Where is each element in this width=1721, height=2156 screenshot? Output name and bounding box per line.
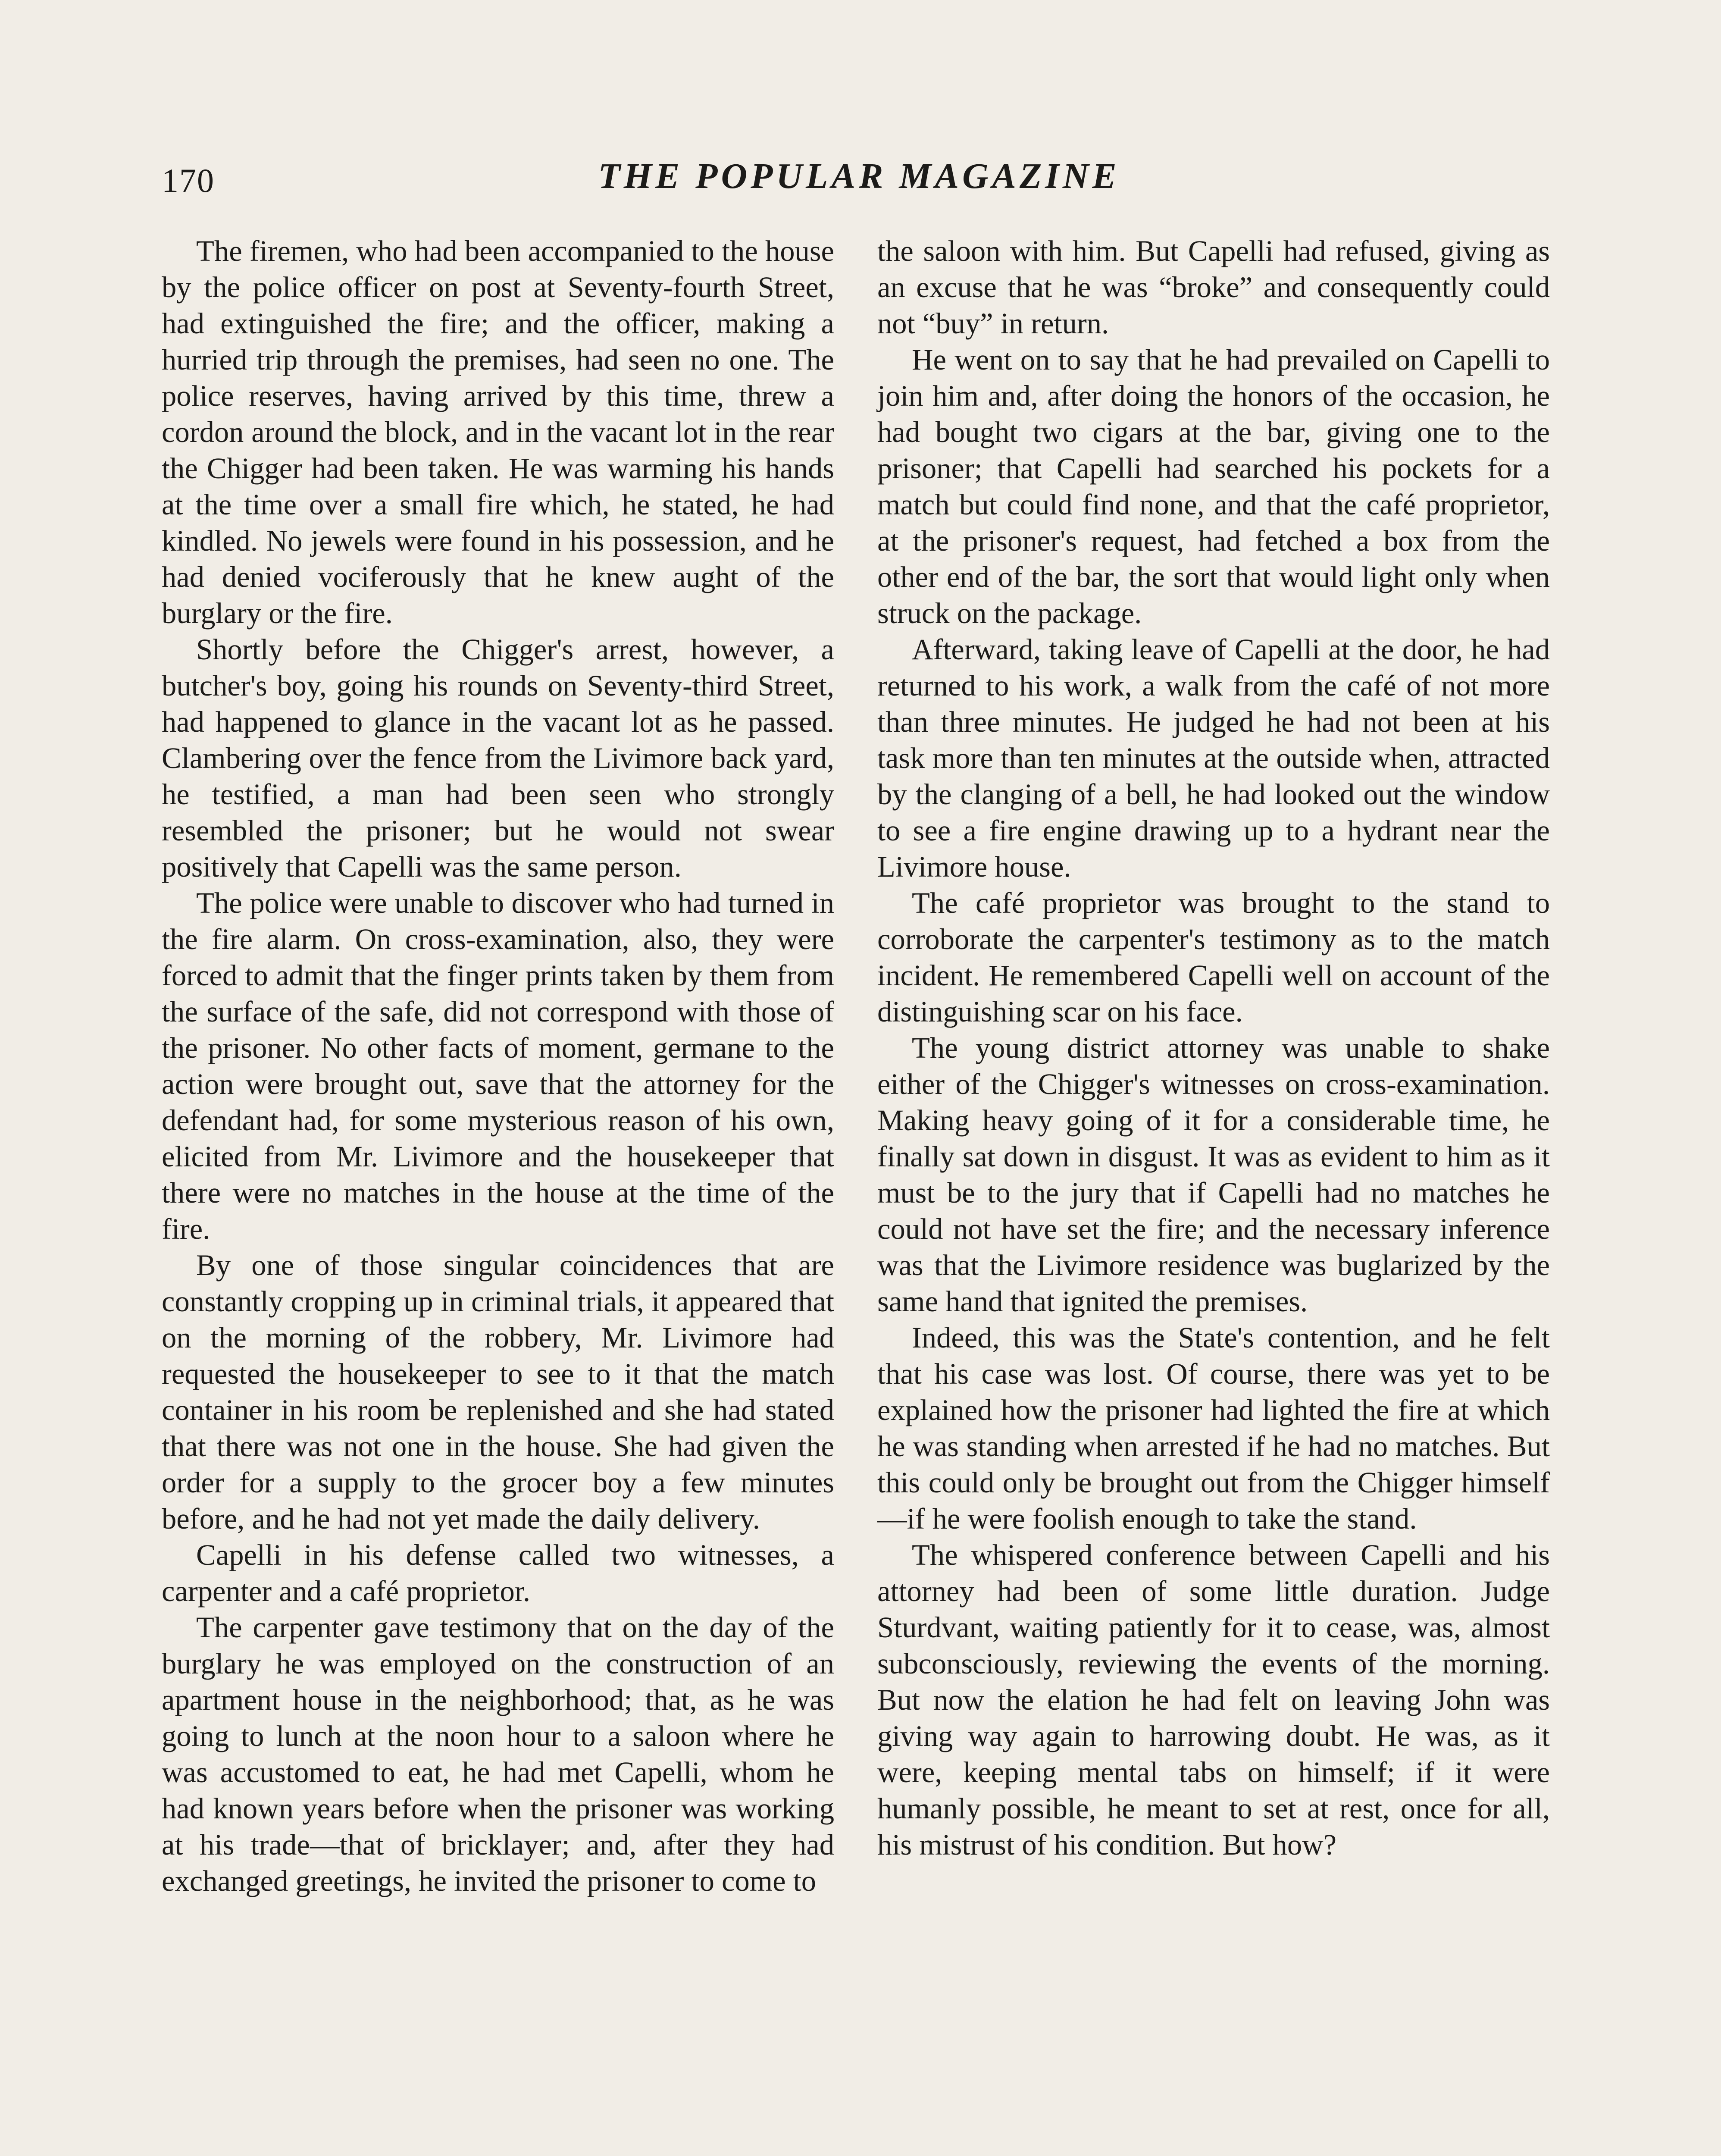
paragraph: Capelli in his defense called two witnesses, a carpenter and a café proprietor. xyxy=(162,1539,834,1608)
paragraph: Indeed, this was the State's contention, and he felt that his case was lost. Of course, there was yet to be explained how the prisoner had lighted the fire at which he was standing when arrested if he had no matches. But this could only be brought out from the Chigger himself—if he were foolish enough to take the stand. xyxy=(877,1321,1550,1535)
paragraph: By one of those singular coincidences that are constantly cropping up in criminal trials, it appeared that on the morning of the robbery, Mr. Livimore had requested the housekeeper to see to it that the match container in his room be replenished and she had stated that there was not one in the house. She had given the order for a supply to the grocer boy a few minutes before, and he had not yet made the daily delivery. xyxy=(162,1249,834,1535)
paragraph-continued: the saloon with him. But Capelli had refused, giving as an excuse that he was “broke” and consequently could not “buy” in return. xyxy=(877,235,1550,340)
running-title: THE POPULAR MAGAZINE xyxy=(598,156,1120,196)
paragraph: The carpenter gave testimony that on the day of the burglary he was employed on the construction of an apartment house in the neighborhood; that, as he was going to lunch at the noon hour to a saloon where he was accustomed to eat, he had met Capelli, whom he had known years before when the prisoner was working at his trade—that of bricklayer; and, after they had exchanged greetings, he invited the prisoner to come to xyxy=(162,1611,834,1897)
left-column xyxy=(162,233,834,1899)
paragraph: Shortly before the Chigger's arrest, however, a butcher's boy, going his rounds on Seventy-third Street, had happened to glance in the vacant lot as he passed. Clambering over the fence from the Livimore back yard, he testified, a man had been seen who strongly resembled the prisoner; but he would not swear positively that Capelli was the same person. xyxy=(162,633,834,883)
page-number: 170 xyxy=(162,162,215,199)
paragraph: The police were unable to discover who had turned in the fire alarm. On cross-examination, also, they were forced to admit that the finger prints taken by them from the surface of the safe, did not correspond with those of the prisoner. No other facts of moment, germane to the action were brought out, save that the attorney for the defendant had, for some mysterious reason of his own, elicited from Mr. Livimore and the housekeeper that there were no matches in the house at the time of the fire. xyxy=(162,887,834,1245)
paragraph: The firemen, who had been accompanied to the house by the police officer on post at Seventy-fourth Street, had extinguished the fire; and the officer, making a hurried trip through the premises, had seen no one. The police reserves, having arrived by this time, threw a cordon around the block, and in the vacant lot in the rear the Chigger had been taken. He was warming his hands at the time over a small fire which, he stated, he had kindled. No jewels were found in his possession, and he had denied vociferously that he knew aught of the burglary or the fire. xyxy=(162,235,834,630)
right-column xyxy=(877,233,1550,1863)
paragraph: The café proprietor was brought to the stand to corroborate the carpenter's testimony as to the match incident. He remembered Capelli well on account of the distinguishing scar on his face. xyxy=(877,887,1550,1028)
paragraph: The whispered conference between Capelli and his attorney had been of some little duration. Judge Sturdvant, waiting patiently for it to cease, was, almost subconsciously, reviewing the events of the morning. But now the elation he had felt on leaving John was giving way again to harrowing doubt. He was, as it were, keeping mental tabs on himself; if it were humanly possible, he meant to set at rest, once for all, his mistrust of his condition. But how? xyxy=(877,1539,1550,1861)
page-header xyxy=(162,155,1556,207)
paragraph: He went on to say that he had prevailed on Capelli to join him and, after doing the honors of the occasion, he had bought two cigars at the bar, giving one to the prisoner; that Capelli had searched his pockets for a match but could find none, and that the café proprietor, at the prisoner's request, had fetched a box from the other end of the bar, the sort that would light only when struck on the package. xyxy=(877,343,1550,630)
paragraph: Afterward, taking leave of Capelli at the door, he had returned to his work, a walk from the café of not more than three minutes. He judged he had not been at his task more than ten minutes at the outside when, attracted by the clanging of a bell, he had looked out the window to see a fire engine drawing up to a hydrant near the Livimore house. xyxy=(877,633,1550,883)
paragraph: The young district attorney was unable to shake either of the Chigger's witnesses on cross-examination. Making heavy going of it for a considerable time, he finally sat down in disgust. It was as evident to him as it must be to the jury that if Capelli had no matches he could not have set the fire; and the necessary inference was that the Livimore residence was buglarized by the same hand that ignited the premises. xyxy=(877,1031,1550,1318)
